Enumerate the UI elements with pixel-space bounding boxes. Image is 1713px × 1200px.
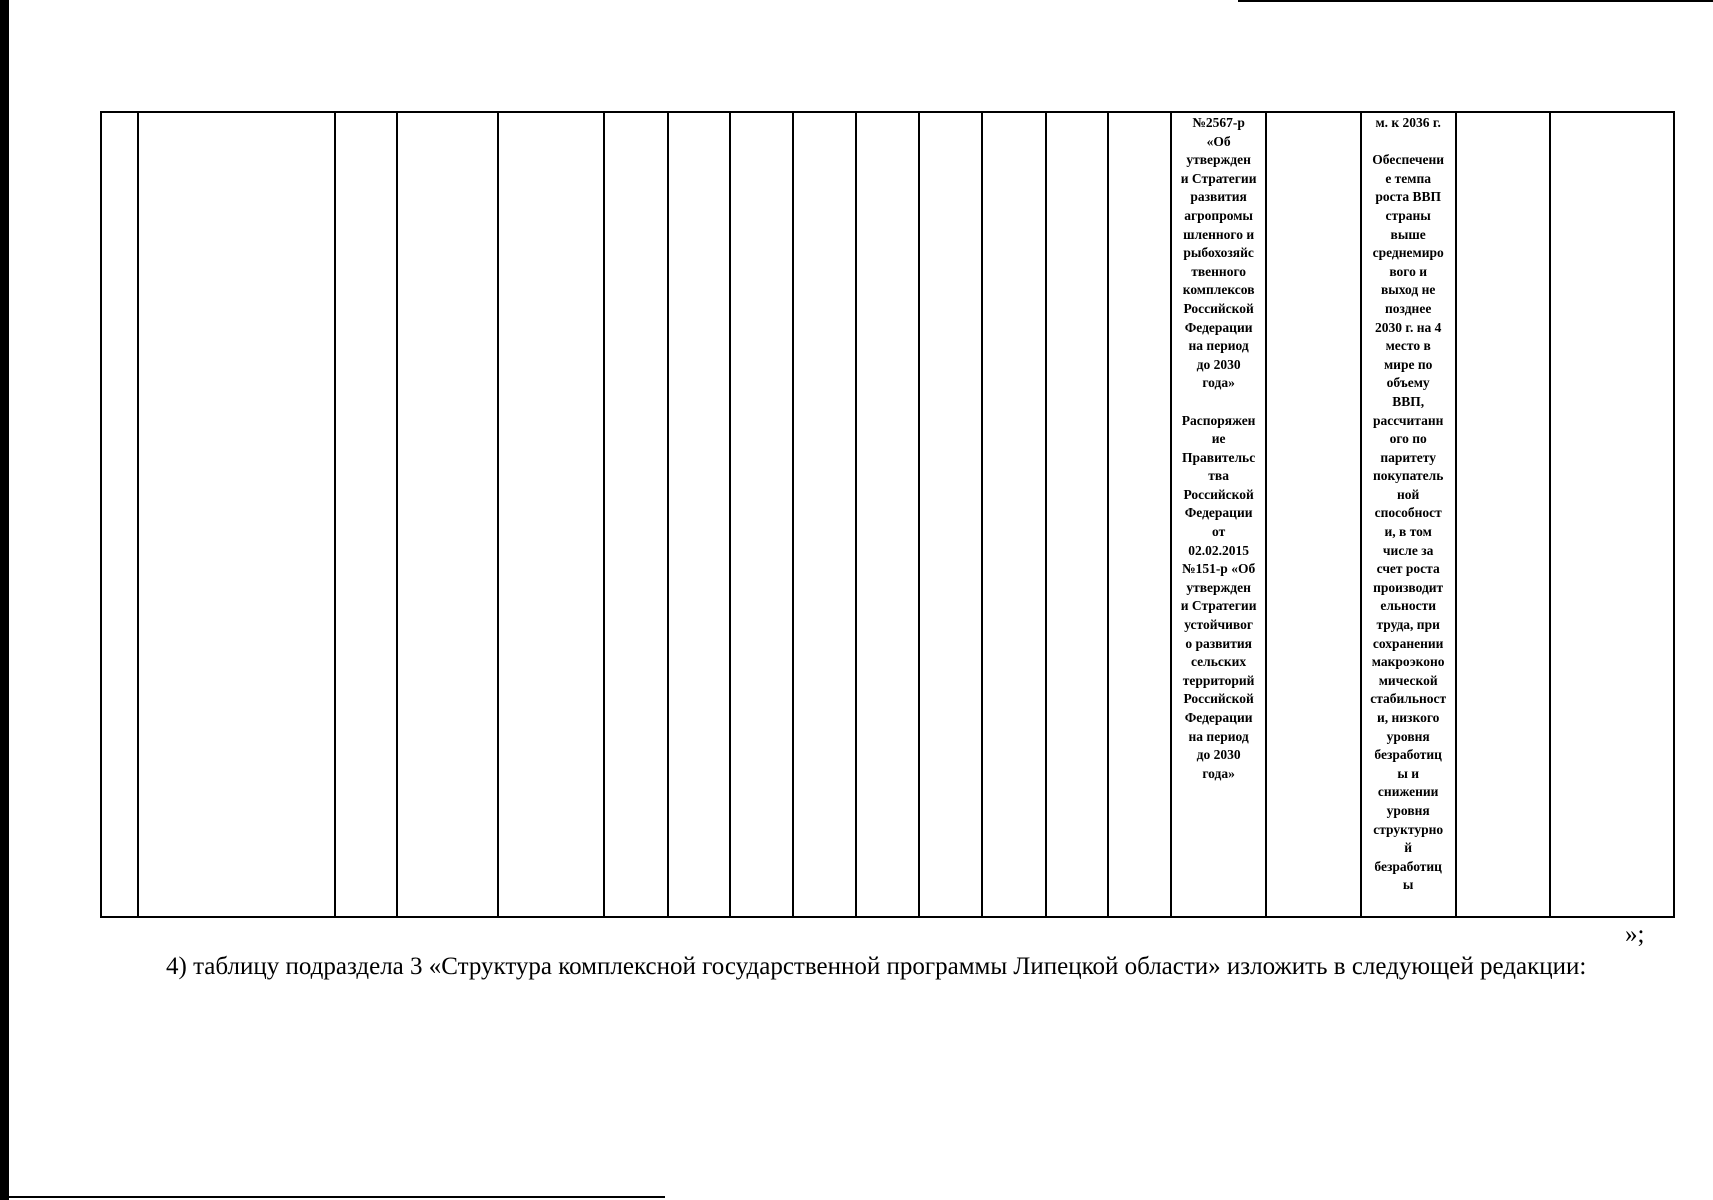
national-goals-text: м. к 2036 г. Обеспечени е темпа роста ВВП страны выше среднемиро вого и выход не позднее 2030 г. на 4 место в мире по объему ВВП, рассчитанн ого по паритету покупатель ной способност и, в том числе за счет роста производит ельности труда, при сохранении макроэконо мической стабильност и, низкого уровня безработиц ы и снижении уровня структурно й безработиц ы xyxy=(1370,115,1447,893)
scan-edge-bottom xyxy=(9,1196,665,1198)
table-cell xyxy=(1108,112,1171,917)
document-references-text: №2567-р «Об утвержден и Стратегии развития агропромы шленного и рыбохозяйс твенного комплексов Российской Федерации на период до 2030 года» Распоряжен ие Правительс тва Российской Федерации от 02.02.2015 №151-р «Об утвержден и Стратегии устойчивог о развития сельских территорий Российской Федерации на период до 2030 года» xyxy=(1180,115,1257,781)
table-cell xyxy=(604,112,668,917)
table-cell xyxy=(335,112,397,917)
table-cell xyxy=(101,112,138,917)
table-cell xyxy=(1266,112,1361,917)
table-cell xyxy=(856,112,919,917)
table-cell xyxy=(1550,112,1674,917)
table-cell xyxy=(397,112,498,917)
scan-edge-left xyxy=(0,0,9,1200)
table-cell-national-goals xyxy=(1361,112,1456,917)
table-cell xyxy=(668,112,731,917)
table-cell xyxy=(1046,112,1109,917)
closing-quote-mark: »; xyxy=(1625,921,1645,948)
table-cell xyxy=(730,112,793,917)
table-cell xyxy=(793,112,856,917)
table-cell xyxy=(919,112,982,917)
table-cell-document-references xyxy=(1171,112,1266,917)
table-cell xyxy=(982,112,1046,917)
scan-edge-top xyxy=(1238,0,1713,2)
table-cell xyxy=(1456,112,1551,917)
table-row xyxy=(101,112,1674,917)
program-structure-table xyxy=(100,111,1675,918)
table-cell xyxy=(498,112,603,917)
amendment-paragraph: 4) таблицу подраздела 3 «Структура комплексной государственной программы Липецкой области» изложить в следующей редакции: xyxy=(166,953,1587,980)
table-cell xyxy=(138,112,335,917)
